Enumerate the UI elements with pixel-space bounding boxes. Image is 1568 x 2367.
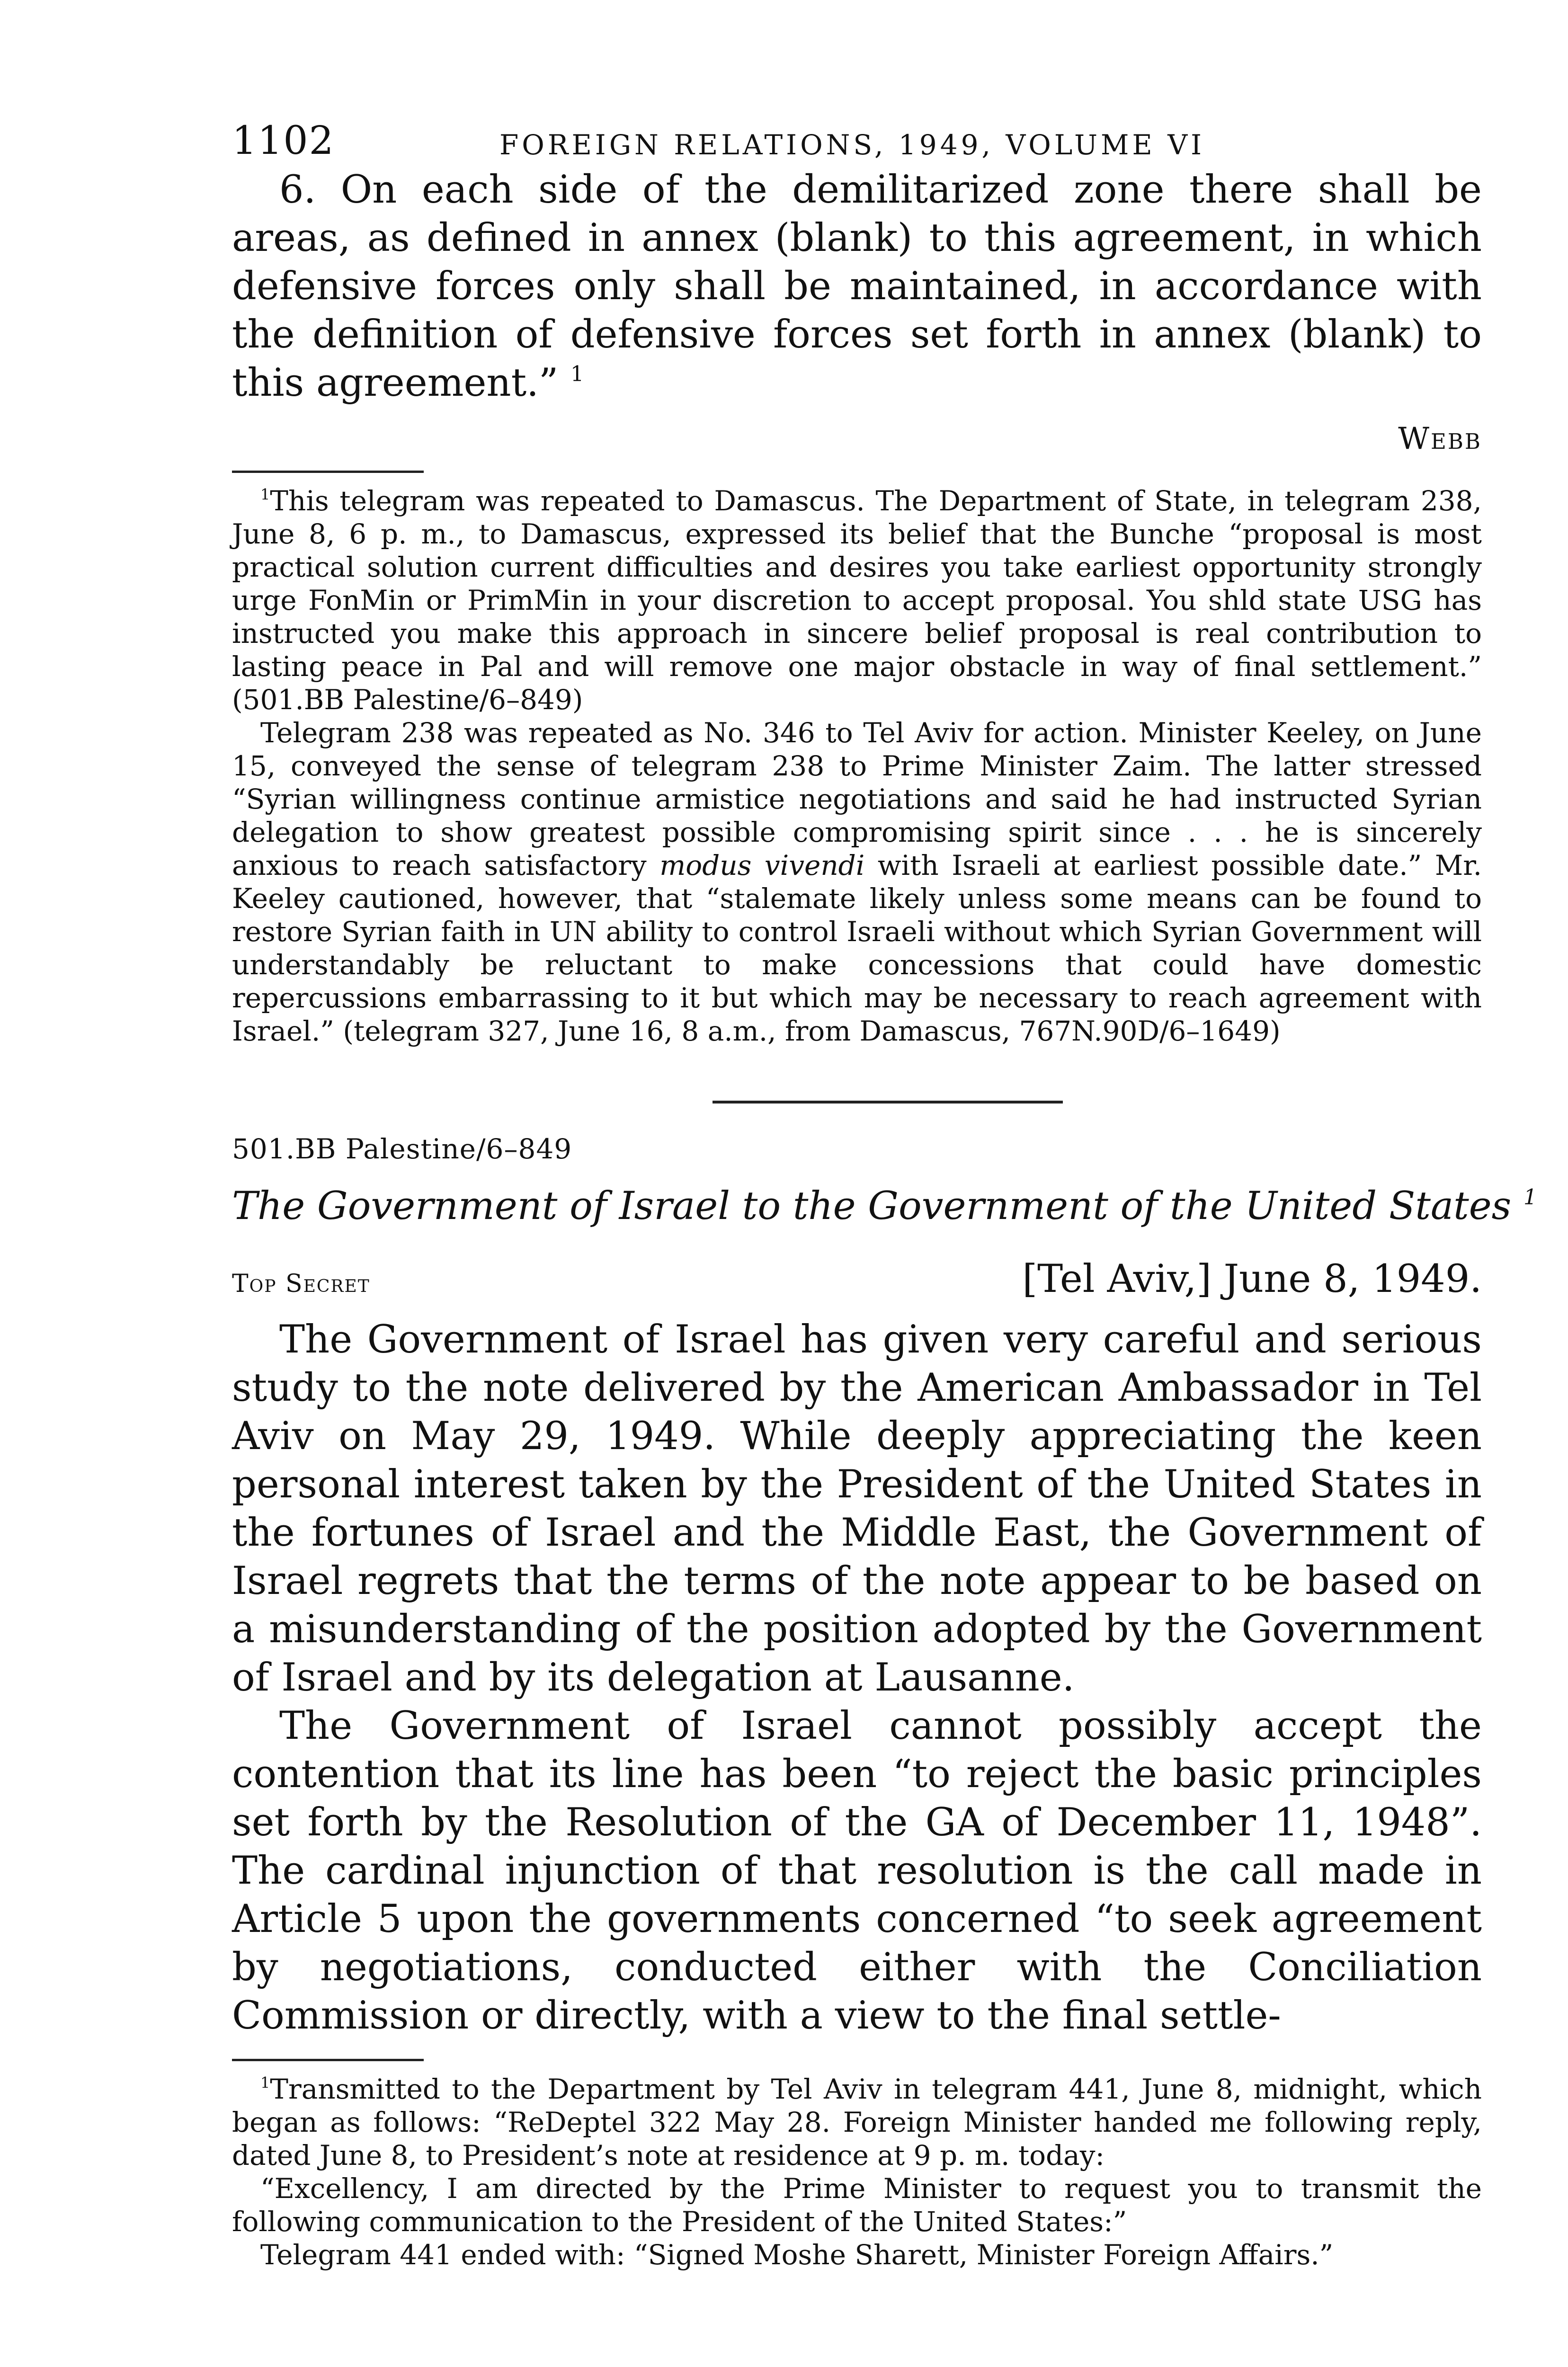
body-paragraph-1: The Government of Israel has given very careful and serious study to the note delivered by the American Ambassador in Tel Aviv on May 29, 1949. While deeply appreciating the keen personal interest taken by the President of the United States in the fortunes of Israel and the Middle East, the Government of Israel regrets that the terms of the note appear to be based on a misunderstanding of the position adopted by the Government of Israel and by its delegation at Lausanne. xyxy=(232,1317,1482,1700)
footnote-text: This telegram was repeated to Damascus. The Department of State, in telegram 238, June 8, 6 p. m., to Damascus, expressed its belief that the Bunche “proposal is most practical solution current difficulties and desires you take earliest opportunity strongly urge FonMin or PrimMin in your discretion to accept proposal. You shld state USG has instructed you make this approach in sincere belief proposal is real contribution to lasting peace in Pal and will remove one major obstacle in way of final settlement.” (501.BB Palestine/6–849) xyxy=(232,485,1482,716)
classification-row xyxy=(232,1257,1482,1301)
footnote-italic-term: modus vivendi xyxy=(659,849,865,881)
footnote-text: with Israeli at earliest possible date.” Mr. Keeley cautioned, however, that “stalemate likely unless some means can be found to restore Syrian faith in UN ability to control Israeli without which Syrian Government will understandably be reluctant to make concessions that could have domestic repercussions embarrassing to it but which may be necessary to reach agreement with Israel.” (telegram 327, June 16, 8 a.m., from Damascus, 767N.90D/6–1649) xyxy=(232,849,1482,1047)
footnote-2 xyxy=(232,2073,1482,2172)
footnote-divider xyxy=(232,471,424,473)
running-title: FOREIGN RELATIONS, 1949, VOLUME VI xyxy=(499,129,1205,161)
running-head xyxy=(232,99,1482,166)
footnote-marker: 1 xyxy=(260,2073,270,2092)
footnote-ref: 1 xyxy=(1523,1184,1537,1210)
footnote-text: Telegram 238 was repeated as No. 346 to Tel Aviv for action. Minister Keeley, on June 15, conveyed the sense of telegram 238 to Prime Minister Zaim. The latter stressed “Syrian willingness continue armistice negotiations and said he had instructed Syrian delegation to show greatest possible compromising spirit since . . . he is sincerely anxious to reach satisfactory xyxy=(232,717,1482,881)
classification: Top Secret xyxy=(232,1270,370,1298)
document-heading xyxy=(232,1184,1537,1228)
document-heading-text: The Government of Israel to the Government of the United States xyxy=(232,1184,1512,1228)
section-divider xyxy=(713,1101,1063,1103)
signature: Webb xyxy=(1398,421,1482,456)
body-paragraph-2: The Government of Israel cannot possibly accept the contention that its line has been “to reject the basic principles set forth by the Resolution of the GA of December 11, 1948”. The cardinal injunction of that resolution is the call made in Article 5 upon the governments concerned “to seek agreement by negotiations, conducted either with the Conciliation Commission or directly, with a view to the final settle- xyxy=(232,1704,1482,2038)
footnote-2-closing: Telegram 441 ended with: “Signed Moshe Sharett, Minister Foreign Affairs.” xyxy=(260,2239,1334,2271)
footnote-2-quote: “Excellency, I am directed by the Prime Minister to request you to transmit the following communication to the President of the United States:” xyxy=(232,2172,1482,2238)
top-paragraph-text: 6. On each side of the demilitarized zone there shall be areas, as defined in annex (blank) to this agreement, in which defensive forces only shall be maintained, in accordance with the definition of defensive forces set forth in annex (blank) to this agreement.” xyxy=(232,168,1482,405)
footnote-1 xyxy=(232,484,1482,716)
top-paragraph xyxy=(232,166,1482,407)
file-number: 501.BB Palestine/6–849 xyxy=(232,1133,572,1165)
footnote-ref: 1 xyxy=(570,361,584,386)
footnote-text: Transmitted to the Department by Tel Aviv in telegram 441, June 8, midnight, which began as follows: “ReDeptel 322 May 28. Foreign Minister handed me following reply, dated June 8, to President’s note at residence at 9 p. m. today: xyxy=(232,2073,1482,2171)
document-page xyxy=(232,99,1537,2271)
footnote-marker: 1 xyxy=(260,485,270,504)
footnote-divider xyxy=(232,2059,424,2061)
dateline: [Tel Aviv,] June 8, 1949. xyxy=(1022,1257,1482,1301)
page-number: 1102 xyxy=(232,118,335,163)
footnote-1-continued xyxy=(232,716,1482,1048)
